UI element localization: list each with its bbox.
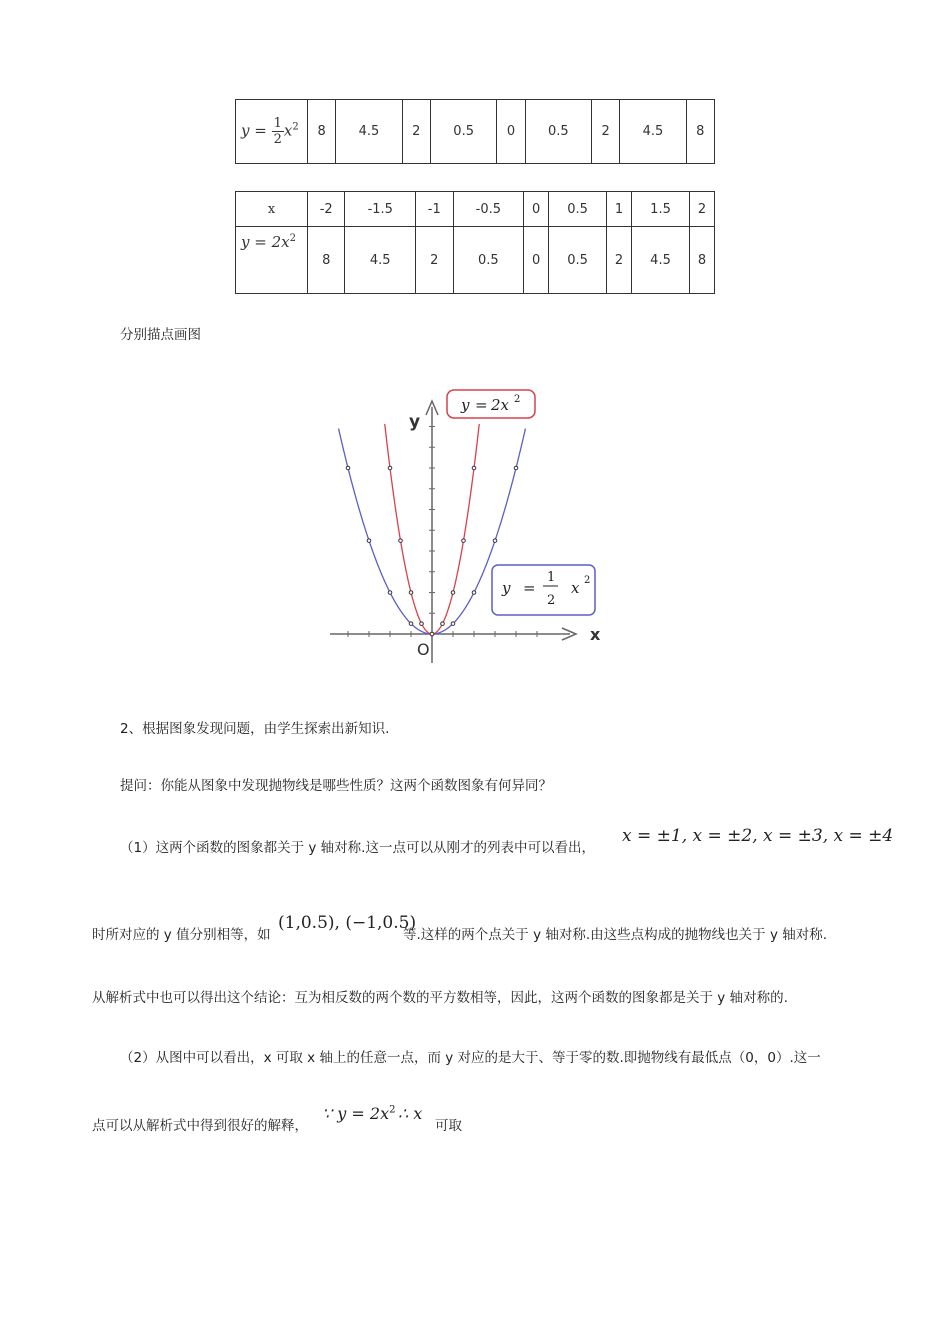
data-point (346, 466, 350, 470)
parabola-chart (325, 385, 615, 670)
paragraph-2-start: 时所对应的 y 值分别相等，如 (92, 927, 271, 943)
paragraph-5-math: ∵ $y = 2x^2$ (322, 1104, 396, 1123)
data-point (388, 466, 392, 470)
paragraph-5-end: 可取 (435, 1118, 462, 1134)
legend-red (447, 390, 535, 418)
legend-blue-den: 2 (547, 593, 556, 608)
fraction: $\frac{1}{2}$ (273, 116, 282, 147)
data-point (514, 466, 518, 470)
table-cell: 2 (607, 227, 632, 294)
origin-label: O (417, 640, 430, 659)
question-text: 提问：你能从图象中发现抛物线是哪些性质？这两个函数图象有何异同？ (120, 778, 552, 794)
paragraph-4: （2）从图中可以看出，x 可取 x 轴上的任意一点，而 y 对应的是大于、等于零的数.即抛物线有最低点（0，0）.这一 (120, 1050, 821, 1066)
table-cell: -2 (308, 192, 345, 227)
paragraph-1-math: x = ±1, x = ±2, x = ±3, x = ±4 (622, 826, 894, 846)
table-cell: 2 (402, 100, 430, 164)
step-2-heading: 2、根据图象发现问题，由学生探索出新知识. (120, 721, 390, 737)
plot-caption: 分别描点画图 (120, 327, 201, 343)
data-point (441, 622, 445, 626)
legend-blue-exp: 2 (584, 575, 591, 586)
data-point (462, 539, 466, 543)
data-point (430, 632, 434, 636)
legend-blue (492, 565, 595, 615)
table-cell: 0 (524, 192, 549, 227)
table-cell: 0 (524, 227, 549, 294)
table-cell: 8 (308, 227, 345, 294)
data-point (420, 622, 424, 626)
table-row (236, 100, 715, 164)
table-cell: 0 (497, 100, 525, 164)
table-cell: 2 (690, 192, 715, 227)
table-cell: 2 (416, 227, 453, 294)
table-cell: -0.5 (453, 192, 524, 227)
paragraph-1-start: （1）这两个函数的图象都关于 y 轴对称.这一点可以从刚才的列表中可以看出， (120, 840, 595, 856)
paragraph-5-math-2: ∴ x (398, 1104, 423, 1123)
table-cell: 2 (591, 100, 619, 164)
table-row (236, 227, 715, 294)
data-point (472, 591, 476, 595)
data-point (451, 591, 455, 595)
table-cell: 4.5 (631, 227, 689, 294)
table-cell: 4.5 (620, 100, 686, 164)
table-cell: 8 (690, 227, 715, 294)
legend-blue-var: x (571, 579, 580, 597)
data-point (399, 539, 403, 543)
table-two-x-squared (235, 191, 715, 294)
table-header-cell: $y = 2x^2$ (236, 227, 308, 294)
table-cell: 0.5 (431, 100, 497, 164)
paragraph-5-start: 点可以从解析式中得到很好的解释， (92, 1118, 308, 1134)
table-cell: 4.5 (336, 100, 402, 164)
y-axis-label: y (409, 412, 421, 432)
table-cell: 1 (607, 192, 632, 227)
data-point (388, 591, 392, 595)
legend-red-lhs: y (461, 396, 470, 414)
paragraph-2-math: (1,0.5), (−1,0.5) (278, 913, 417, 933)
legend-red-coef: 2x (491, 396, 510, 414)
table-row (236, 192, 715, 227)
table-cell: 8 (308, 100, 336, 164)
table-cell: -1.5 (345, 192, 416, 227)
paragraph-2-end: 等.这样的两个点关于 y 轴对称.由这些点构成的抛物线也关于 y 轴对称. (403, 927, 828, 943)
table-header-cell: x (236, 192, 308, 227)
table-cell: 0.5 (549, 227, 607, 294)
data-point (451, 622, 455, 626)
table-cell: 0.5 (549, 192, 607, 227)
data-point (472, 466, 476, 470)
legend-blue-lhs: y (502, 579, 511, 597)
table-cell: 1.5 (631, 192, 689, 227)
legend-blue-eq: = (523, 579, 536, 597)
data-point (493, 539, 497, 543)
data-point (409, 622, 413, 626)
x-axis-label: x (590, 625, 601, 644)
paragraph-3: 从解析式中也可以得出这个结论：互为相反数的两个数的平方数相等，因此，这两个函数的图象都是关于 y 轴对称的. (92, 990, 788, 1006)
table-cell: 8 (686, 100, 714, 164)
legend-red-eq: = (475, 396, 488, 414)
legend-red-exp: 2 (514, 394, 521, 405)
table-cell: -1 (416, 192, 453, 227)
table-cell: 4.5 (345, 227, 416, 294)
data-point (409, 591, 413, 595)
table-cell: 0.5 (525, 100, 591, 164)
legend-blue-num: 1 (547, 570, 556, 585)
table-half-x-squared (235, 99, 715, 164)
table-cell: 0.5 (453, 227, 524, 294)
data-point (367, 539, 371, 543)
table-header-cell: y = $\frac{1}{2}$ $x^2$ (236, 100, 308, 164)
